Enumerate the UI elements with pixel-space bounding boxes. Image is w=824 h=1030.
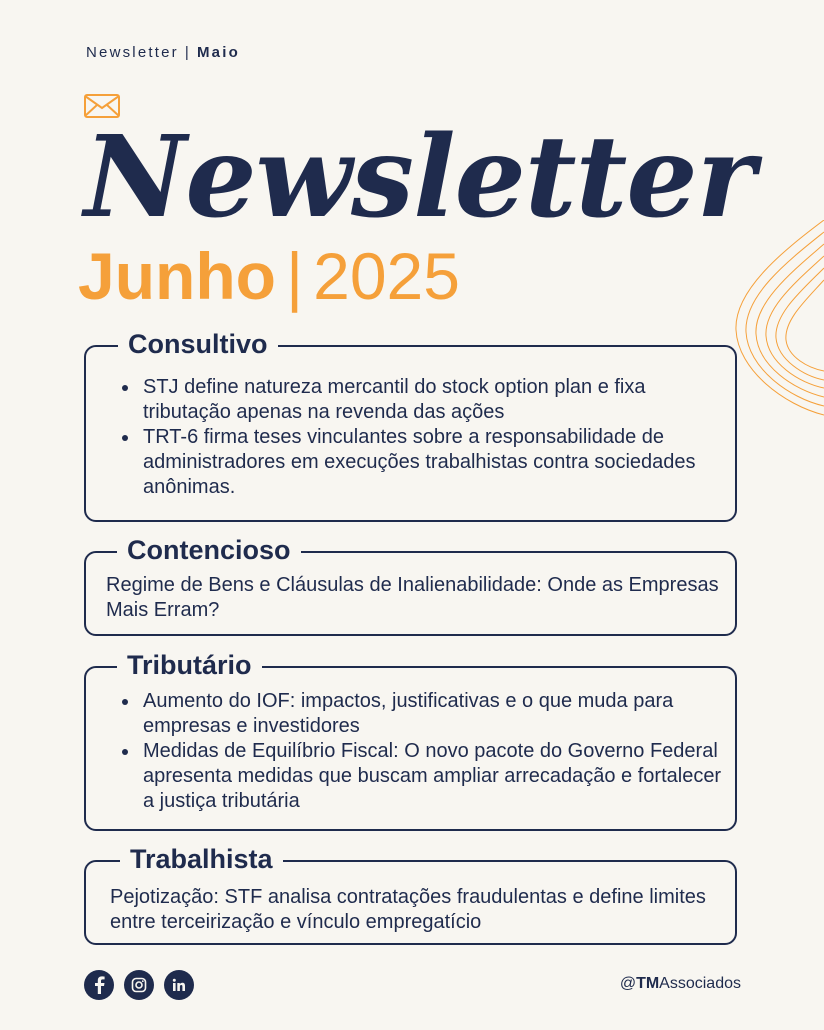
list-item[interactable]: TRT-6 firma teses vinculantes sobre a responsabilidade de administradores em execuções trabalhistas contra sociedades anônimas.	[120, 425, 723, 500]
subtitle-month: Junho	[78, 239, 276, 313]
facebook-icon[interactable]	[84, 970, 114, 1000]
list-item[interactable]: Medidas de Equilíbrio Fiscal: O novo pacote do Governo Federal apresenta medidas que buscam ampliar arrecadação e fortalecer a justiça tributária	[120, 739, 723, 814]
header-label	[86, 44, 240, 61]
header-newsletter-text: Newsletter	[86, 44, 179, 61]
section-consultivo	[84, 329, 737, 522]
page-subtitle	[78, 239, 460, 313]
section-title-tributario: Tributário	[117, 648, 262, 683]
header-month: Maio	[196, 44, 240, 61]
instagram-icon[interactable]	[124, 970, 154, 1000]
subtitle-separator: |	[285, 239, 304, 313]
handle-rest: Associados	[659, 975, 741, 992]
section-tributario	[84, 650, 737, 831]
handle-at: @	[619, 975, 637, 992]
section-trabalhista	[84, 844, 737, 945]
social-handle[interactable]	[620, 975, 741, 993]
handle-bold: TM	[636, 975, 660, 992]
decorative-lines	[724, 220, 824, 420]
trabalhista-text[interactable]: Pejotização: STF analisa contratações fraudulentas e define limites entre terceirização e vínculo empregatício	[110, 886, 706, 933]
section-contencioso	[84, 535, 737, 636]
section-title-trabalhista: Trabalhista	[120, 842, 283, 877]
header-separator: |	[184, 44, 191, 61]
section-title-contencioso: Contencioso	[117, 533, 301, 568]
linkedin-icon[interactable]	[164, 970, 194, 1000]
consultivo-list	[86, 347, 735, 500]
contencioso-text[interactable]: Regime de Bens e Cláusulas de Inalienabilidade: Onde as Empresas Mais Erram?	[106, 574, 719, 621]
list-item[interactable]: Aumento do IOF: impactos, justificativas e o que muda para empresas e investidores	[120, 689, 723, 739]
list-item[interactable]: STJ define natureza mercantil do stock option plan e fixa tributação apenas na revenda das ações	[120, 375, 723, 425]
section-title-consultivo: Consultivo	[118, 327, 278, 362]
page-title: Newsletter	[84, 112, 755, 243]
social-links	[84, 970, 194, 1000]
tributario-list	[86, 668, 735, 814]
subtitle-year: 2025	[313, 239, 460, 313]
